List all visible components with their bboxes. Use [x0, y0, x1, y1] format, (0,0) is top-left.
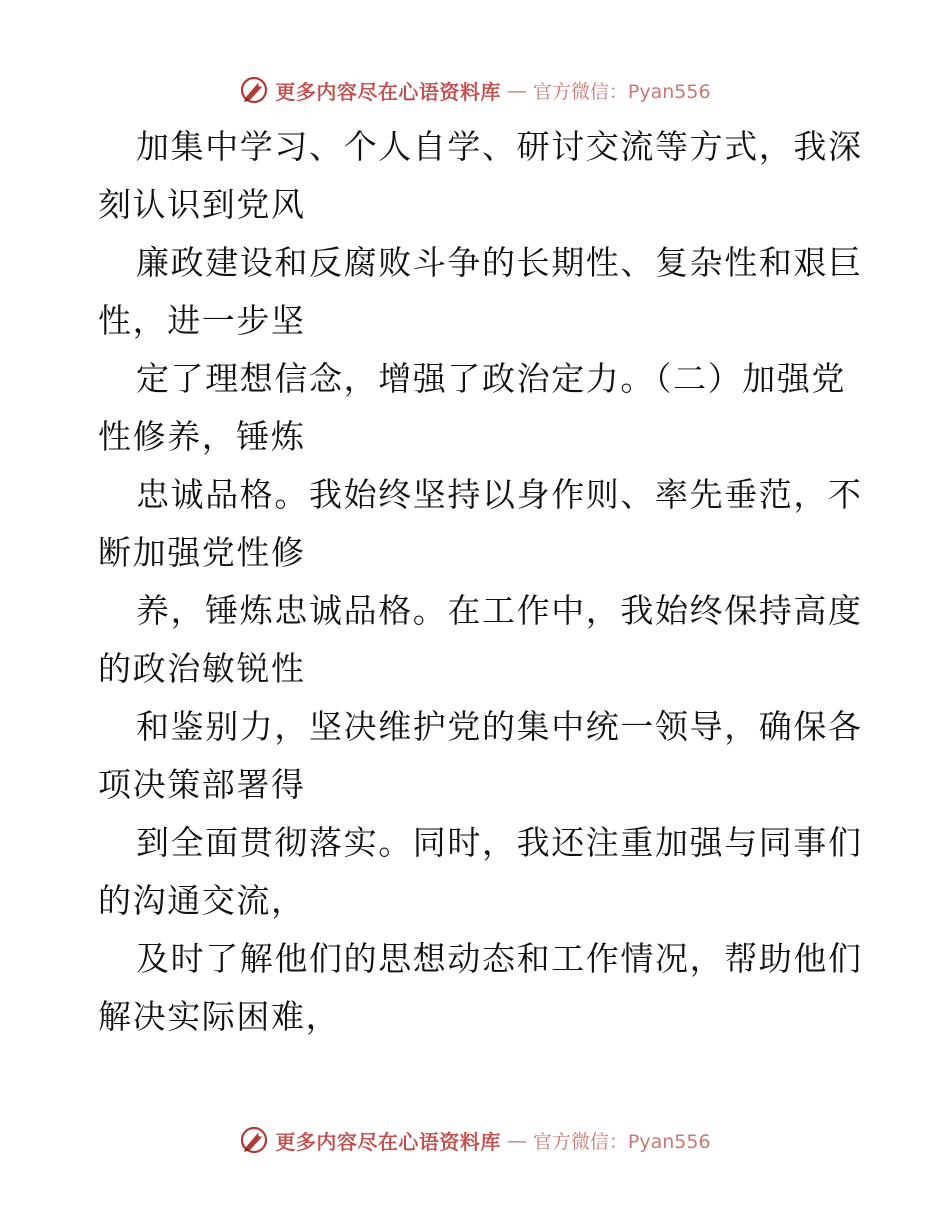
- paragraph: [98, 582, 863, 698]
- watermark-separator: —: [506, 1128, 527, 1152]
- document-body: [98, 118, 863, 1046]
- watermark-text: 更多内容尽在心语资料库: [275, 1129, 501, 1154]
- pen-logo-icon: [239, 1125, 269, 1155]
- paragraph: [98, 350, 858, 466]
- paragraph: [98, 234, 863, 350]
- paragraph-line: 及时了解他们的思想动态和工作情况，帮助他们: [136, 939, 863, 978]
- paragraph-line: 解决实际困难，: [98, 997, 341, 1036]
- pen-logo-icon: [239, 75, 269, 105]
- paragraph-line: 养，锤炼忠诚品格。在工作中，我始终保持高度: [136, 591, 863, 630]
- paragraph: [98, 466, 863, 582]
- paragraph: [98, 814, 863, 930]
- watermark-separator: —: [506, 78, 527, 102]
- paragraph-line: 定了理想信念，增强了政治定力。（二）加强党: [136, 359, 847, 398]
- watermark-contact: 官方微信：Pyan556: [532, 1130, 711, 1153]
- watermark-text: 更多内容尽在心语资料库: [275, 79, 501, 104]
- paragraph-line: 的沟通交流，: [98, 881, 306, 920]
- paragraph-line: 到全面贯彻落实。同时，我还注重加强与同事们: [136, 823, 863, 862]
- paragraph: [98, 118, 863, 234]
- paragraph-line: 性修养，锤炼: [98, 417, 306, 456]
- paragraph-line: 忠诚品格。我始终坚持以身作则、率先垂范，不: [136, 475, 863, 514]
- paragraph-line: 的政治敏锐性: [98, 649, 306, 688]
- paragraph-line: 加集中学习、个人自学、研讨交流等方式，我深: [136, 127, 863, 166]
- paragraph-line: 项决策部署得: [98, 765, 306, 804]
- paragraph-line: 断加强党性修: [98, 533, 306, 572]
- watermark-contact: 官方微信：Pyan556: [532, 80, 711, 103]
- paragraph-line: 刻认识到党风: [98, 185, 306, 224]
- paragraph-line: 廉政建设和反腐败斗争的长期性、复杂性和艰巨: [136, 243, 863, 282]
- paragraph-line: 性，进一步坚: [98, 301, 306, 340]
- paragraph-line: 和鉴别力，坚决维护党的集中统一领导，确保各: [136, 707, 863, 746]
- paragraph: [98, 930, 863, 1046]
- footer-watermark: [0, 1120, 950, 1160]
- header-watermark: [0, 70, 950, 110]
- paragraph: [98, 698, 863, 814]
